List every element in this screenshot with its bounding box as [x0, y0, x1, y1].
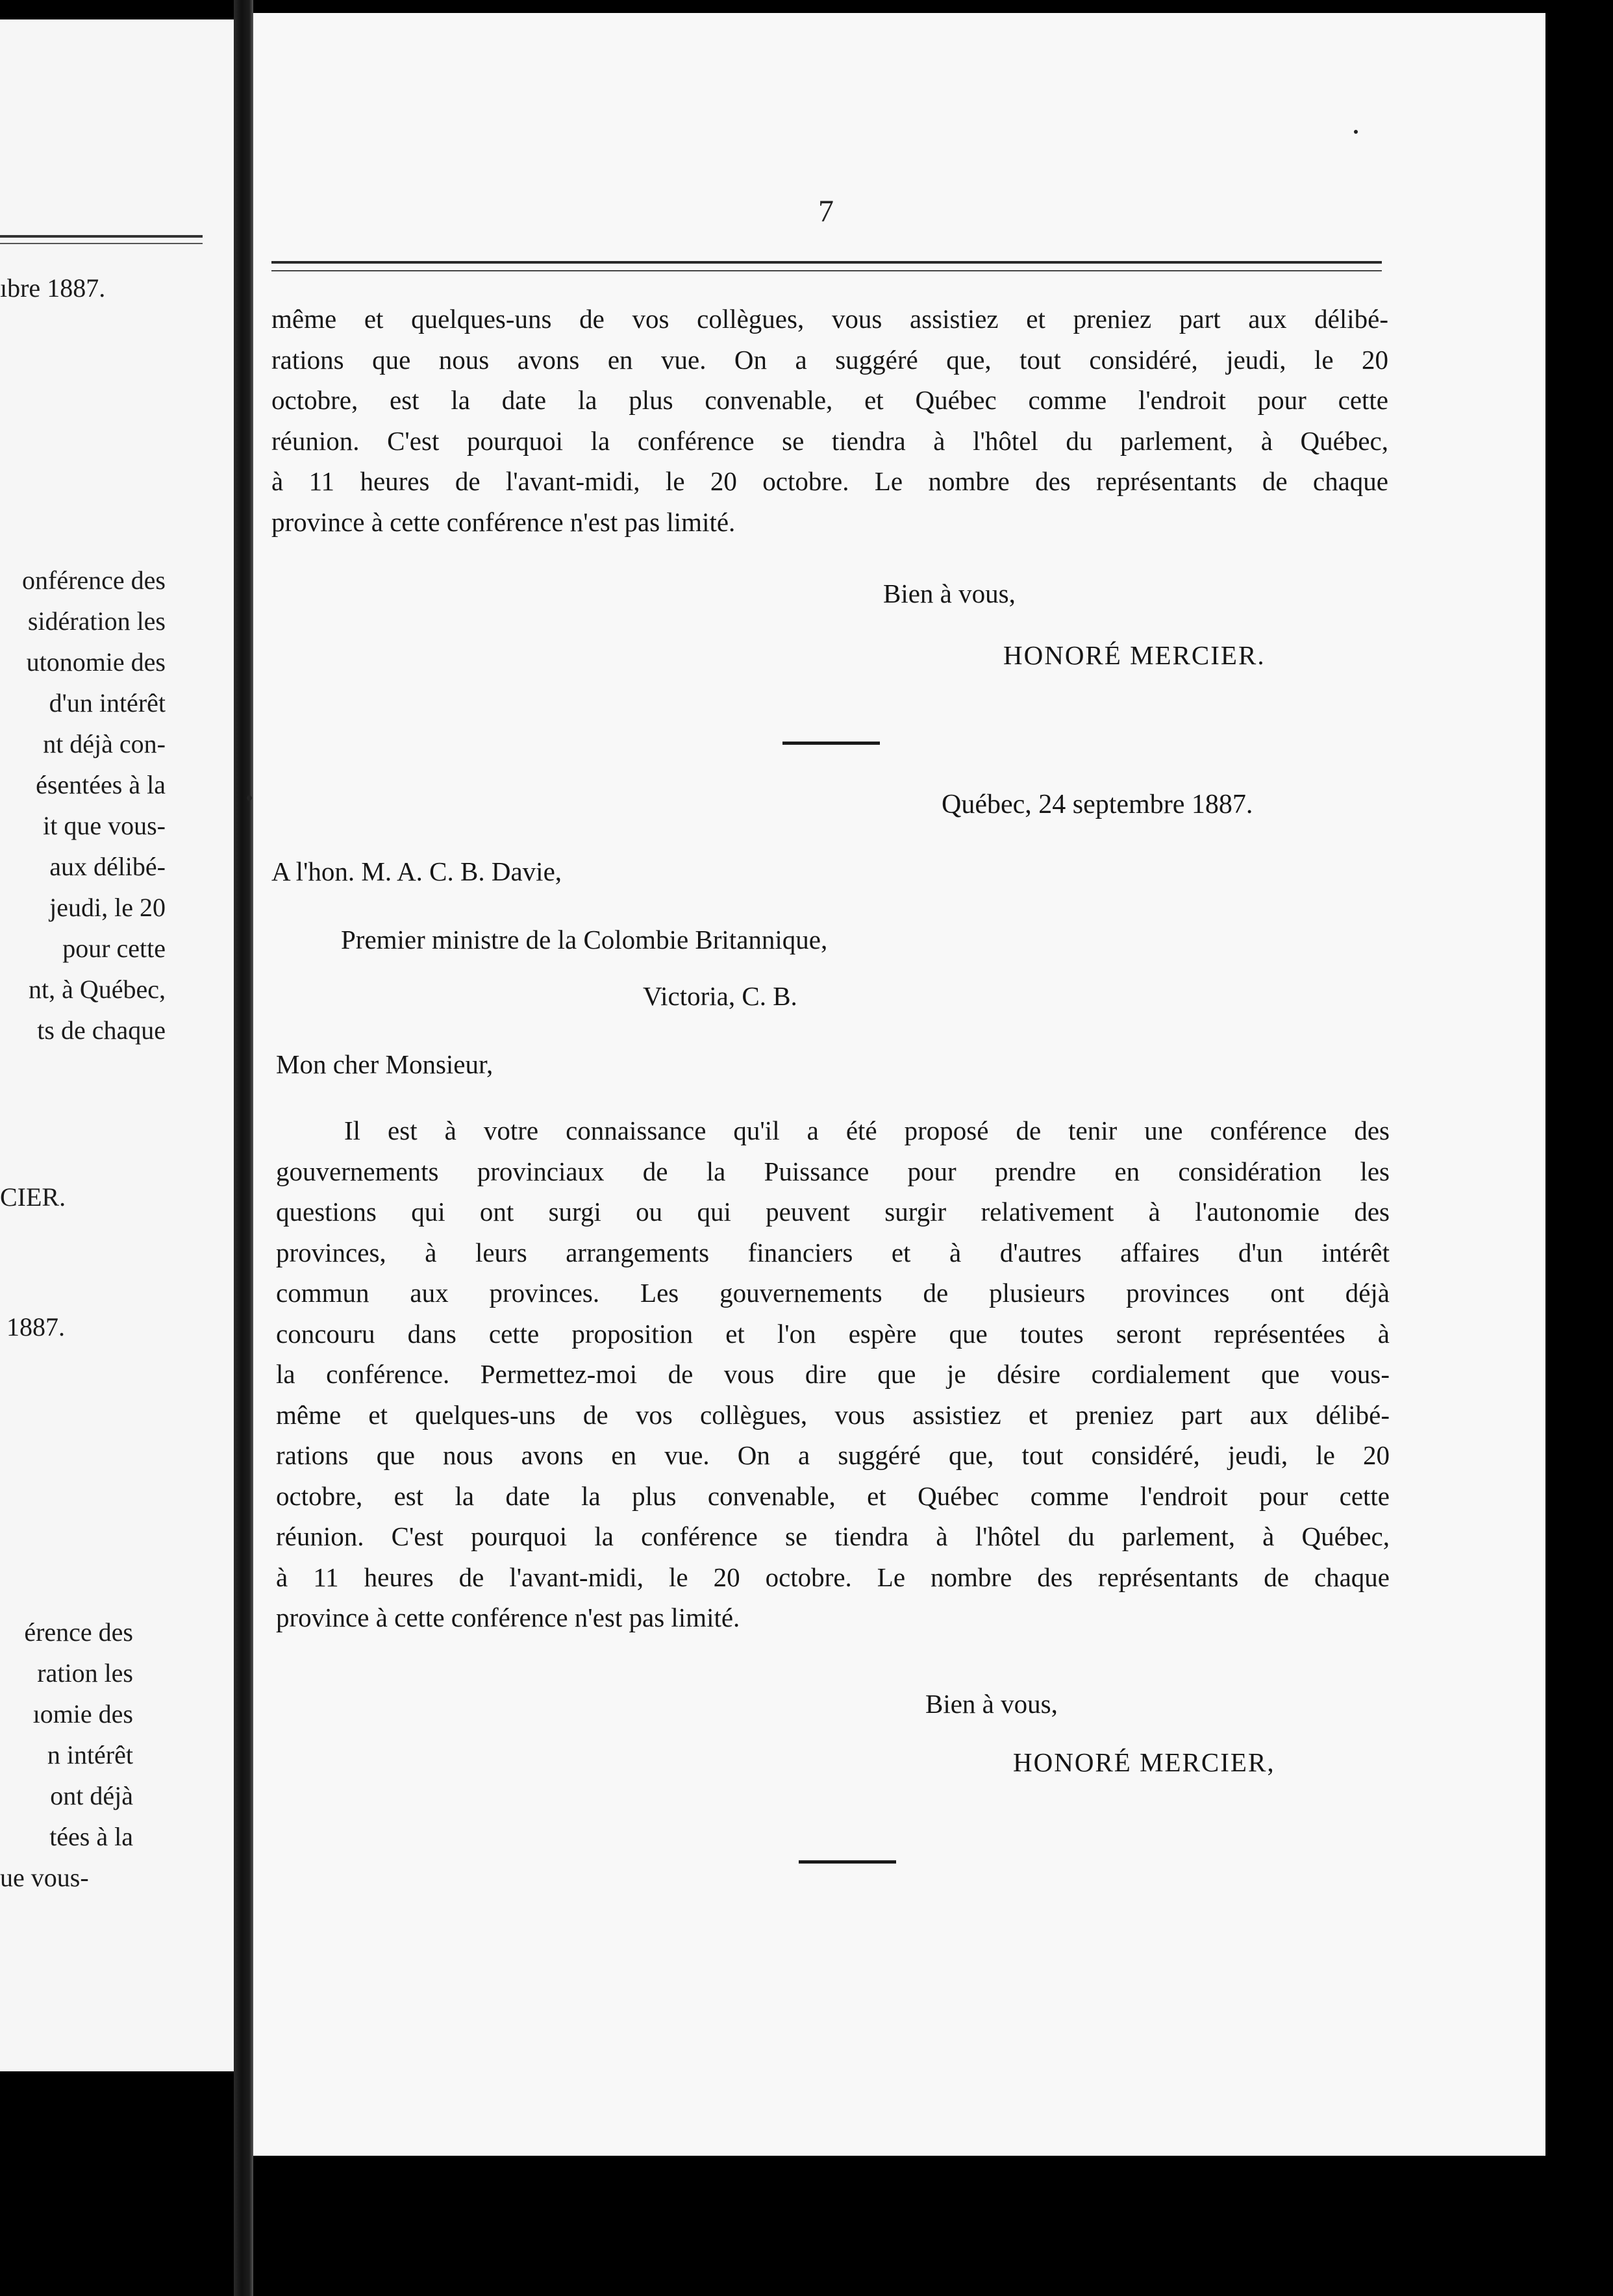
- letter-one-signature: HONORÉ MERCIER.: [1003, 640, 1266, 670]
- left-text-line: ésentées à la: [36, 770, 166, 799]
- letter-two-line: réunion. C'est pourquoi la conférence se tiendra à l'hôtel du parlement, à Québec,: [276, 1521, 1390, 1551]
- left-text-line: nt, à Québec,: [28, 975, 166, 1004]
- letter-two-line: octobre, est la date la plus convenable, et Québec comme l'endroit pour cette: [276, 1480, 1390, 1511]
- page-number: 7: [818, 194, 834, 229]
- left-text-line: ont déjà: [50, 1781, 133, 1810]
- letter-two-closing: Bien à vous,: [925, 1689, 1058, 1719]
- left-header-rule-thin: [0, 243, 203, 244]
- letter-two-signature: HONORÉ MERCIER,: [1013, 1747, 1275, 1777]
- section-separator: [782, 742, 880, 745]
- letter-one-closing: Bien à vous,: [883, 579, 1016, 608]
- left-text-line: érence des: [24, 1617, 133, 1647]
- left-text-line: nt déjà con-: [43, 729, 166, 758]
- letter-one-body: [271, 299, 1388, 542]
- letter-two-line: province à cette conférence n'est pas limité.: [276, 1603, 740, 1632]
- left-text-line: aux délibé-: [49, 852, 166, 881]
- letter-two-dateline: Québec, 24 septembre 1887.: [942, 790, 1253, 819]
- letter-two-line: à 11 heures de l'avant-midi, le 20 octobre. Le nombre des représentants de chaque: [276, 1562, 1390, 1592]
- left-date-fragment-2: 1887.: [6, 1312, 65, 1341]
- page-seven: [253, 13, 1545, 2156]
- letter-two-line: gouvernements provinciaux de la Puissance pour prendre en considération les: [276, 1156, 1390, 1186]
- letter-one-line: même et quelques-uns de vos collègues, vous assistiez et preniez part aux délibé-: [271, 304, 1388, 334]
- letter-two-salutation: Mon cher Monsieur,: [276, 1049, 494, 1079]
- left-text-line: ration les: [37, 1658, 133, 1688]
- letter-two-line: Il est à votre connaissance qu'il a été proposé de tenir une conférence des: [344, 1116, 1390, 1145]
- letter-one-line: réunion. C'est pourquoi la conférence se tiendra à l'hôtel du parlement, à Québec,: [271, 425, 1388, 456]
- left-text-line: ıomie des: [32, 1699, 133, 1728]
- left-text-line: d'un intérêt: [49, 688, 166, 718]
- letter-two-recipient: A l'hon. M. A. C. B. Davie,: [271, 856, 562, 886]
- letter-one-line: octobre, est la date la plus convenable, et Québec comme l'endroit pour cette: [271, 385, 1388, 415]
- letter-two-line: même et quelques-uns de vos collègues, vous assistiez et preniez part aux délibé-: [276, 1399, 1390, 1430]
- header-rule: [271, 261, 1382, 264]
- left-text-line: tées à la: [49, 1822, 133, 1851]
- left-text-line: n intérêt: [47, 1740, 133, 1769]
- letter-two-line: concouru dans cette proposition et l'on espère que toutes seront représentées à: [276, 1318, 1390, 1349]
- left-header-rule: [0, 235, 203, 238]
- letter-two-recipient-title: Premier ministre de la Colombie Britannique,: [341, 925, 828, 955]
- left-text-line: utonomie des: [26, 647, 166, 677]
- letter-two-line: questions qui ont surgi ou qui peuvent surgir relativement à l'autonomie des: [276, 1197, 1390, 1227]
- left-text-line: it que vous-: [43, 811, 166, 840]
- left-date-fragment: ıbre 1887.: [0, 273, 106, 303]
- letter-one-line: province à cette conférence n'est pas limité.: [271, 506, 736, 537]
- letter-two-recipient-place: Victoria, C. B.: [643, 981, 797, 1011]
- left-text-line: sidération les: [27, 606, 166, 636]
- letter-two-line: la conférence. Permettez-moi de vous dire que je désire cordialement que vous-: [276, 1359, 1390, 1389]
- scan-speck: [1354, 130, 1358, 134]
- header-rule-thin: [271, 270, 1382, 271]
- left-signature-fragment: CIER.: [0, 1182, 66, 1212]
- previous-page-strip: [0, 19, 234, 2071]
- left-text-line: jeudi, le 20: [49, 893, 166, 922]
- letter-two-line: rations que nous avons en vue. On a suggéré que, tout considéré, jeudi, le 20: [276, 1440, 1390, 1470]
- letter-two-line: commun aux provinces. Les gouvernements de plusieurs provinces ont déjà: [276, 1278, 1390, 1308]
- left-text-line: onférence des: [22, 566, 166, 595]
- scan-speck: [247, 795, 252, 801]
- letter-one-line: à 11 heures de l'avant-midi, le 20 octobre. Le nombre des représentants de chaque: [271, 466, 1388, 496]
- letter-two-line: provinces, à leurs arrangements financiers et à d'autres affaires d'un intérêt: [276, 1237, 1390, 1267]
- letter-one-line: rations que nous avons en vue. On a suggéré que, tout considéré, jeudi, le 20: [271, 344, 1388, 375]
- letter-two-body: [276, 1110, 1390, 1638]
- left-text-line: ue vous-: [0, 1863, 89, 1892]
- left-text-line: ts de chaque: [37, 1016, 166, 1045]
- closing-separator: [799, 1860, 896, 1864]
- book-gutter: [234, 0, 253, 2296]
- left-text-line: pour cette: [62, 934, 166, 963]
